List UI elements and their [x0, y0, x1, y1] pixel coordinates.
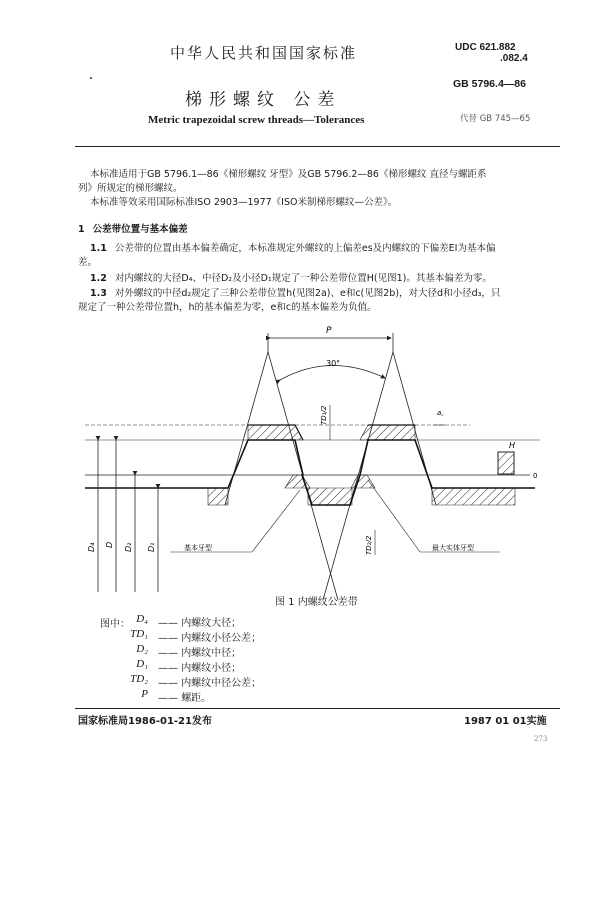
- clause-number: 1.3: [90, 288, 107, 299]
- page-number: 273: [534, 735, 548, 743]
- legend-item: [0, 688, 600, 703]
- clause-number: 1.1: [90, 243, 107, 254]
- label-d2: D₂: [124, 542, 133, 552]
- legend-item: [0, 613, 600, 628]
- legend-item: [0, 628, 600, 643]
- legend-symbol: TD₂: [130, 673, 148, 685]
- label-zero: 0: [533, 472, 538, 480]
- legend-symbol: TD₁: [130, 628, 148, 640]
- label-d1: D₁: [147, 542, 156, 552]
- legend-symbol: D₂: [136, 643, 148, 655]
- tolerance-zone-minor: [308, 488, 352, 505]
- leader-basic: [252, 490, 300, 552]
- legend-desc-text: 内螺纹大径；: [181, 618, 242, 629]
- legend-desc-text: 内螺纹中径；: [181, 648, 242, 659]
- legend-intro: 图中：: [100, 619, 130, 630]
- label-max-material-profile: 最大实体牙型: [432, 544, 474, 552]
- replaces-note: 代替 GB 745—65: [460, 114, 531, 124]
- intro-line-2: 列》所规定的梯形螺纹。: [78, 183, 183, 194]
- intro-line-1: 本标准适用于GB 5796.1—86《梯形螺纹 牙型》及GB 5796.2—86《梯形螺纹 直径与螺距系: [90, 169, 487, 180]
- footer-rule: [75, 708, 560, 709]
- label-ac: a꜀: [437, 409, 444, 417]
- leader-max: [368, 480, 420, 552]
- legend-desc-text: 螺距。: [181, 693, 212, 704]
- legend-desc: —— 螺距。: [158, 693, 212, 704]
- title-chinese: 梯形螺纹 公差: [185, 90, 342, 110]
- tolerance-zone-major: [360, 425, 415, 440]
- clause-1-3-cont: 规定了一种公差带位置h，h的基本偏差为零，e和c的基本偏差为负值。: [78, 302, 377, 313]
- h-zone-symbol: [498, 452, 514, 474]
- legend-desc-text: 内螺纹中径公差；: [181, 678, 262, 689]
- legend-desc: —— 内螺纹小径；: [158, 663, 242, 674]
- udc-line-2: .082.4: [500, 53, 528, 64]
- legend-desc: —— 内螺纹中径；: [158, 648, 242, 659]
- legend-symbol: D₁: [136, 658, 148, 670]
- label-pitch: P: [326, 326, 332, 336]
- legend-desc-text: 内螺纹小径公差；: [181, 633, 262, 644]
- tolerance-zone-flank: [351, 475, 375, 488]
- legend-symbol: D₄: [136, 613, 148, 625]
- label-td1: TD₁/2: [320, 405, 328, 425]
- legend-list: [0, 613, 600, 703]
- legend-desc-text: 内螺纹小径；: [181, 663, 242, 674]
- tolerance-zone-major: [248, 425, 303, 440]
- gb-number: GB 5796.4—86: [453, 78, 526, 90]
- legend-item: [0, 673, 600, 688]
- label-h: H: [509, 441, 516, 450]
- tolerance-zone-minor: [432, 488, 515, 505]
- legend-symbol: P: [141, 688, 148, 700]
- clause-text: 对外螺纹的中径d₂规定了三种公差带位置h(见图2a)、e和c(见图2b)，对大径d和小径d₃，只: [114, 288, 501, 299]
- tolerance-zone-minor: [208, 488, 228, 505]
- legend-item: [0, 658, 600, 673]
- label-d: D: [105, 541, 114, 548]
- clause-number: 1.2: [90, 273, 107, 284]
- legend-desc: —— 内螺纹大径；: [158, 618, 242, 629]
- legend-item: [0, 643, 600, 658]
- udc-line-1: UDC 621.882: [455, 42, 516, 53]
- legend-desc: —— 内螺纹中径公差；: [158, 678, 262, 689]
- intro-line-3: 本标准等效采用国际标准ISO 2903—1977《ISO米制梯形螺纹—公差》。: [90, 197, 398, 208]
- title-english: Metric trapezoidal screw threads—Tolerances: [148, 114, 365, 126]
- standard-header: 中华人民共和国国家标准: [170, 44, 358, 62]
- clause-text: 公差带的位置由基本偏差确定，本标准规定外螺纹的上偏差es及内螺纹的下偏差EI为基本偏: [114, 243, 496, 254]
- label-d4: D₄: [87, 542, 96, 552]
- issue-date: 国家标准局1986-01-21发布: [78, 716, 212, 727]
- section-title: 公差带位置与基本偏差: [92, 224, 188, 235]
- effective-date: 1987 01 01实施: [464, 716, 547, 727]
- label-basic-profile: 基本牙型: [184, 544, 212, 552]
- label-angle: 30°: [326, 359, 341, 368]
- legend-desc: —— 内螺纹小径公差；: [158, 633, 262, 644]
- clause-text: 对内螺纹的大径D₄、中径D₂及小径D₁规定了一种公差带位置H(见图1)。其基本偏差为零。: [114, 273, 492, 284]
- section-number: 1: [78, 224, 85, 235]
- figure-caption: 图 1 内螺纹公差带: [275, 597, 358, 608]
- label-td2: TD₂/2: [365, 535, 373, 555]
- clause-1-1-cont: 差。: [78, 257, 98, 268]
